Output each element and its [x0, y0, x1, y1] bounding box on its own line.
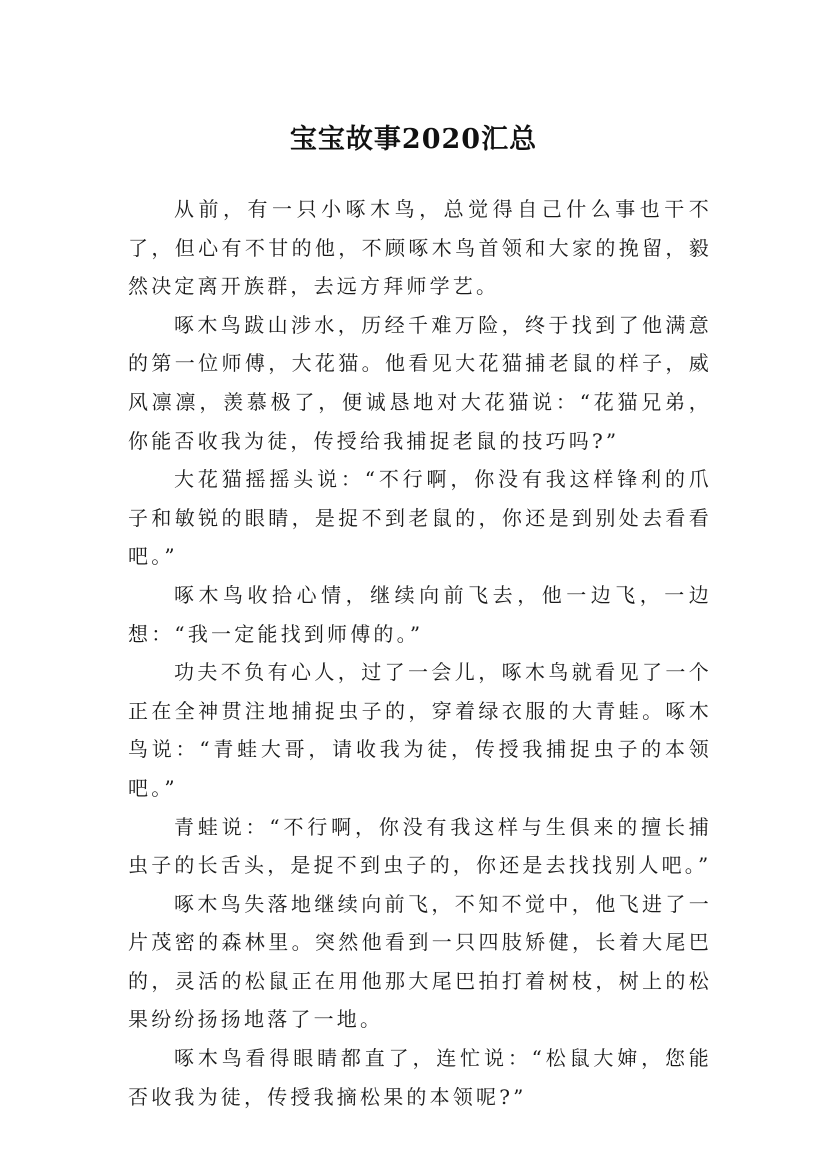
document-title: 宝宝故事2020汇总: [289, 124, 538, 156]
story-paragraph: 功夫不负有心人，过了一会儿，啄木鸟就看见了一个正在全神贯注地捕捉虫子的，穿着绿衣服的大青蛙。啄木鸟说：“青蛙大哥，请收我为徒，传授我捕捉虫子的本领吧。”: [128, 660, 712, 800]
story-paragraph: 大花猫摇摇头说：“不行啊，你没有我这样锋利的爪子和敏锐的眼睛，是捉不到老鼠的，你还是到别处去看看吧。”: [128, 467, 712, 569]
story-paragraph: 青蛙说：“不行啊，你没有我这样与生俱来的擅长捕虫子的长舌头，是捉不到虫子的，你还是去找找别人吧。”: [128, 814, 712, 878]
story-paragraph: 啄木鸟跋山涉水，历经千难万险，终于找到了他满意的第一位师傅，大花猫。他看见大花猫捕老鼠的样子，威风凛凛，羡慕极了，便诚恳地对大花猫说：“花猫兄弟，你能否收我为徒，传授给我捕捉老鼠的技巧吗?”: [128, 312, 712, 453]
story-paragraph: 啄木鸟看得眼睛都直了，连忙说：“松鼠大婶，您能否收我为徒，传授我摘松果的本领呢?”: [128, 1046, 712, 1109]
story-paragraph: 从前，有一只小啄木鸟，总觉得自己什么事也干不了，但心有不甘的他，不顾啄木鸟首领和大家的挽留，毅然决定离开族群，去远方拜师学艺。: [128, 197, 712, 299]
story-paragraph: 啄木鸟收拾心情，继续向前飞去，他一边飞，一边想：“我一定能找到师傅的。”: [128, 582, 712, 646]
story-body: [128, 190, 712, 1116]
story-paragraph: 啄木鸟失落地继续向前飞，不知不觉中，他飞进了一片茂密的森林里。突然他看到一只四肢矫健，长着大尾巴的，灵活的松鼠正在用他那大尾巴拍打着树枝，树上的松果纷纷扬扬地落了一地。: [128, 891, 712, 1032]
